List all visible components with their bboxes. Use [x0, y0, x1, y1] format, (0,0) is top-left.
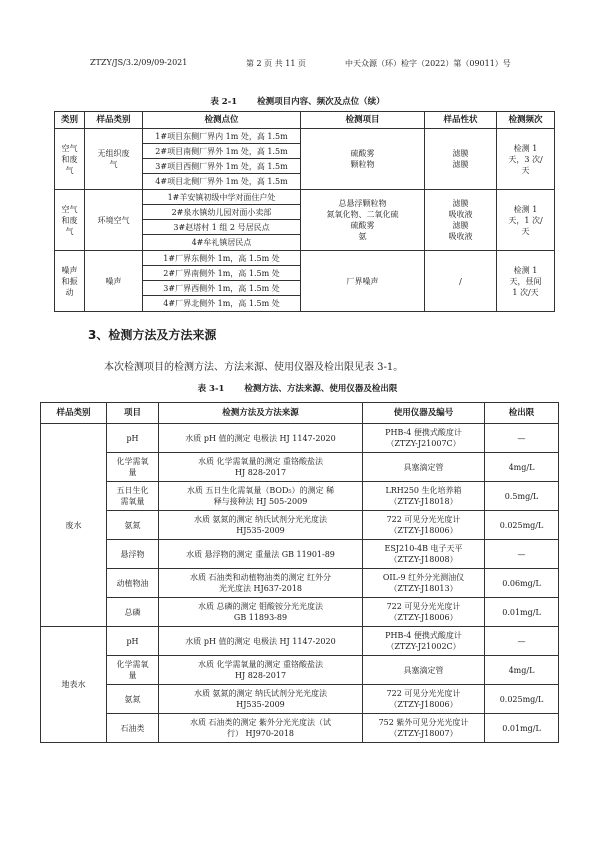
item-cell: 五日生化 需氧量	[107, 482, 159, 511]
limit-cell: —	[485, 424, 559, 453]
point-cell: 3#项目西侧厂界外 1m 处，高 1.5m	[143, 159, 301, 174]
item-cell: 化学需氧 量	[107, 453, 159, 482]
col-header-limit: 检出限	[485, 403, 559, 424]
items-cell: 厂界噪声	[301, 251, 425, 312]
state-cell: /	[425, 251, 497, 312]
sample-type-cell: 环境空气	[85, 190, 143, 251]
table-row	[41, 424, 559, 453]
table-3-1	[40, 402, 559, 743]
state-cell: 滤膜 滤膜	[425, 129, 497, 190]
category-cell: 空气 和废 气	[55, 190, 85, 251]
instrument-cell: PHB-4 便携式酸度计 （ZTZY-J21002C）	[363, 627, 485, 656]
doc-code: ZTZY/JS/3.2/09/09-2021	[90, 58, 188, 67]
table-row	[41, 685, 559, 714]
limit-cell: 0.025mg/L	[485, 685, 559, 714]
table-row	[55, 129, 555, 144]
sample-type-cell: 无组织废 气	[85, 129, 143, 190]
instrument-cell: 722 可见分光光度计 （ZTZY-J18006）	[363, 598, 485, 627]
table-row	[41, 656, 559, 685]
instrument-cell: LRH250 生化培养箱 （ZTZY-J18018）	[363, 482, 485, 511]
limit-cell: 0.025mg/L	[485, 511, 559, 540]
point-cell: 1#厂界东侧外 1m，高 1.5m 处	[143, 251, 301, 266]
method-cell: 水质 pH 值的测定 电极法 HJ 1147-2020	[159, 627, 363, 656]
method-cell: 水质 石油类的测定 紫外分光光度法（试 行） HJ970-2018	[159, 714, 363, 743]
limit-cell: 0.01mg/L	[485, 598, 559, 627]
limit-cell: 0.06mg/L	[485, 569, 559, 598]
point-cell: 3#赵塔村 1 组 2 号居民点	[143, 220, 301, 235]
point-cell: 4#项目北侧厂界外 1m 处，高 1.5m	[143, 174, 301, 190]
point-cell: 3#厂界西侧外 1m，高 1.5m 处	[143, 281, 301, 296]
table-row	[41, 453, 559, 482]
instrument-cell: PHB-4 便携式酸度计 （ZTZY-J21007C）	[363, 424, 485, 453]
method-cell: 水质 pH 值的测定 电极法 HJ 1147-2020	[159, 424, 363, 453]
point-cell: 2#项目南侧厂界外 1m 处，高 1.5m	[143, 144, 301, 159]
table-row	[41, 714, 559, 743]
sample-category-cell: 废水	[41, 424, 107, 627]
col-header-points: 检测点位	[143, 112, 301, 129]
instrument-cell: 722 可见分光光度计 （ZTZY-J18006）	[363, 511, 485, 540]
section-paragraph: 本次检测项目的检测方法、方法来源、使用仪器及检出限见表 3-1。	[104, 362, 404, 373]
item-cell: 总磷	[107, 598, 159, 627]
instrument-cell: 722 可见分光光度计 （ZTZY-J18006）	[363, 685, 485, 714]
col-header-sample-type: 样品类别	[85, 112, 143, 129]
table-row	[41, 598, 559, 627]
table-row	[41, 511, 559, 540]
table-2-1-number: 表 2-1	[210, 97, 238, 107]
method-cell: 水质 化学需氧量的测定 重铬酸盐法 HJ 828-2017	[159, 453, 363, 482]
method-cell: 水质 石油类和动植物油类的测定 红外分 光光度法 HJ637-2018	[159, 569, 363, 598]
instrument-cell: OIL-9 红外分光测油仪 （ZTZY-J18013）	[363, 569, 485, 598]
category-cell: 噪声 和振 动	[55, 251, 85, 312]
limit-cell: 0.01mg/L	[485, 714, 559, 743]
instrument-cell: ESJ210-4B 电子天平 （ZTZY-J18008）	[363, 540, 485, 569]
method-cell: 水质 化学需氧量的测定 重铬酸盐法 HJ 828-2017	[159, 656, 363, 685]
point-cell: 4#厂界北侧外 1m，高 1.5m 处	[143, 296, 301, 312]
limit-cell: 4mg/L	[485, 453, 559, 482]
item-cell: 氨氮	[107, 511, 159, 540]
table-2-1-title: 检测项目内容、频次及点位（续）	[257, 97, 385, 107]
table-row	[41, 569, 559, 598]
category-cell: 空气 和废 气	[55, 129, 85, 190]
table-row	[41, 627, 559, 656]
point-cell: 2#厂界南侧外 1m，高 1.5m 处	[143, 266, 301, 281]
point-cell: 1#项目东侧厂界内 1m 处，高 1.5m	[143, 129, 301, 144]
section-heading: 3、检测方法及方法来源	[88, 328, 217, 342]
page-info: 第 2 页 共 11 页	[246, 59, 306, 68]
method-cell: 水质 悬浮物的测定 重量法 GB 11901-89	[159, 540, 363, 569]
items-cell: 总悬浮颗粒物 氮氧化物、二氧化硫 硫酸雾 氨	[301, 190, 425, 251]
sample-category-cell: 地表水	[41, 627, 107, 743]
table-3-1-number: 表 3-1	[197, 384, 225, 394]
method-cell: 水质 总磷的测定 钼酸铵分光光度法 GB 11893-89	[159, 598, 363, 627]
col-header-instrument: 使用仪器及编号	[363, 403, 485, 424]
table-3-1-header-row	[41, 403, 559, 424]
item-cell: pH	[107, 627, 159, 656]
instrument-cell: 752 紫外可见分光光度计 （ZTZY-J18007）	[363, 714, 485, 743]
point-cell: 1#羊安镇初级中学对面住户处	[143, 190, 301, 205]
limit-cell: —	[485, 627, 559, 656]
table-2-1-caption	[0, 95, 595, 107]
col-header-sample-category: 样品类别	[41, 403, 107, 424]
col-header-method: 检测方法及方法来源	[159, 403, 363, 424]
table-row	[55, 251, 555, 266]
method-cell: 水质 氨氮的测定 纳氏试剂分光光度法 HJ535-2009	[159, 511, 363, 540]
instrument-cell: 具塞滴定管	[363, 656, 485, 685]
limit-cell: 4mg/L	[485, 656, 559, 685]
method-cell: 水质 五日生化需氧量（BOD₅）的测定 稀 释与接种法 HJ 505-2009	[159, 482, 363, 511]
item-cell: 悬浮物	[107, 540, 159, 569]
table-3-1-title: 检测方法、方法来源、使用仪器及检出限	[244, 384, 398, 394]
item-cell: 动植物油	[107, 569, 159, 598]
table-row	[55, 190, 555, 205]
table-row	[41, 482, 559, 511]
col-header-frequency: 检测频次	[497, 112, 555, 129]
point-cell: 4#牟礼镇居民点	[143, 235, 301, 251]
frequency-cell: 检测 1 天，1 次/ 天	[497, 190, 555, 251]
table-2-1-header-row	[55, 112, 555, 129]
instrument-cell: 具塞滴定管	[363, 453, 485, 482]
report-number: 中天众源（环）检字（2022）第（09011）号	[345, 59, 511, 68]
table-2-1	[54, 111, 555, 312]
frequency-cell: 检测 1 天，3 次/ 天	[497, 129, 555, 190]
col-header-items: 检测项目	[301, 112, 425, 129]
item-cell: pH	[107, 424, 159, 453]
item-cell: 化学需氧 量	[107, 656, 159, 685]
limit-cell: —	[485, 540, 559, 569]
point-cell: 2#泉水镇幼儿园对面小卖部	[143, 205, 301, 220]
limit-cell: 0.5mg/L	[485, 482, 559, 511]
frequency-cell: 检测 1 天，昼间 1 次/天	[497, 251, 555, 312]
col-header-category: 类别	[55, 112, 85, 129]
method-cell: 水质 氨氮的测定 纳氏试剂分光光度法 HJ535-2009	[159, 685, 363, 714]
state-cell: 滤膜 吸收液 滤膜 吸收液	[425, 190, 497, 251]
sample-type-cell: 噪声	[85, 251, 143, 312]
item-cell: 石油类	[107, 714, 159, 743]
col-header-item: 项目	[107, 403, 159, 424]
table-row	[41, 540, 559, 569]
table-3-1-caption	[0, 382, 595, 394]
item-cell: 氨氮	[107, 685, 159, 714]
items-cell: 硫酸雾 颗粒物	[301, 129, 425, 190]
col-header-state: 样品性状	[425, 112, 497, 129]
